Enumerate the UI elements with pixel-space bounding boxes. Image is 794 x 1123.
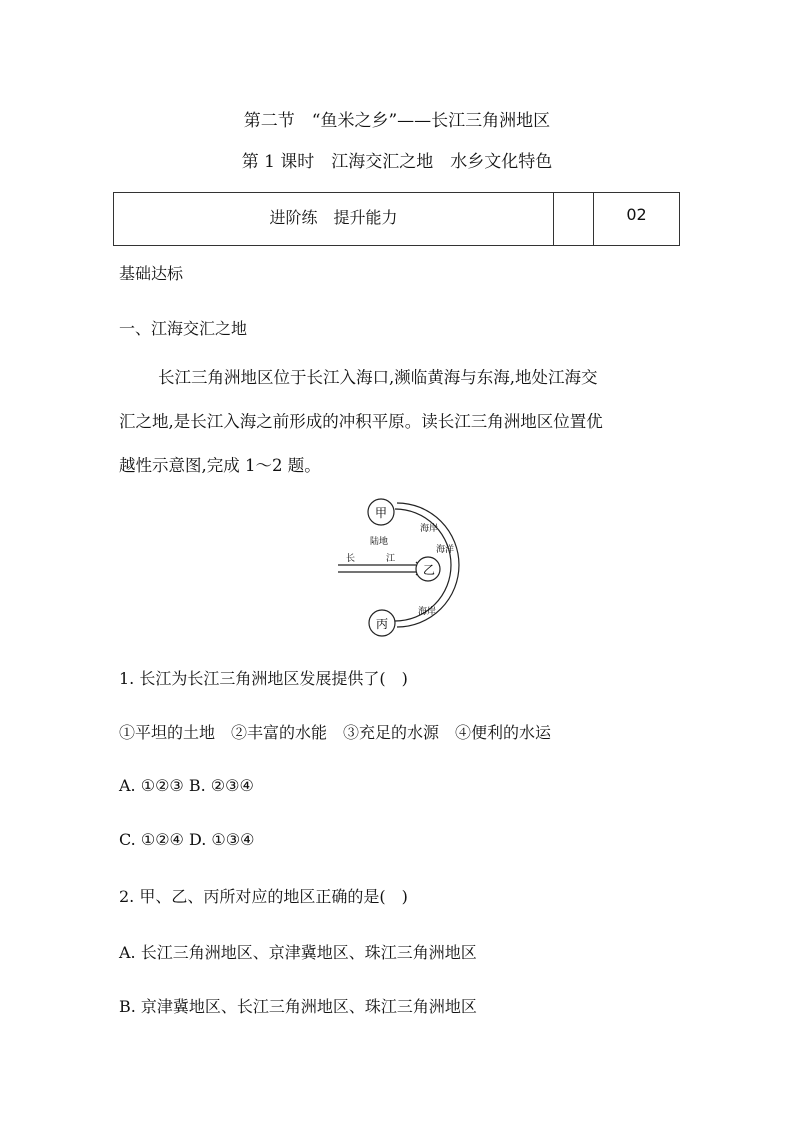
table-blank-cell xyxy=(554,193,594,245)
question-2-option-b: B. 京津冀地区、长江三角洲地区、珠江三角洲地区 xyxy=(119,997,477,1016)
yi-label: 乙 xyxy=(422,563,436,577)
river-label-jiang: 江 xyxy=(386,554,396,564)
jia-label: 甲 xyxy=(374,506,388,520)
question-1-options-cd: C. ①②④ D. ①③④ xyxy=(119,830,255,849)
intro-line-3: 越性示意图,完成 1～2 题。 xyxy=(119,456,321,475)
question-2-stem: 2. 甲、乙、丙所对应的地区正确的是( ) xyxy=(119,887,408,906)
location-diagram xyxy=(330,492,470,644)
land-label: 陆地 xyxy=(370,537,389,547)
question-1-stem: 1. 长江为长江三角洲地区发展提供了( ) xyxy=(119,669,408,688)
question-2-option-a: A. 长江三角洲地区、京津冀地区、珠江三角洲地区 xyxy=(119,943,477,962)
lesson-title: 第 1 课时 江海交汇之地 水乡文化特色 xyxy=(241,152,553,172)
level-heading: 基础达标 xyxy=(119,264,184,283)
coast-top-label: 海岸 xyxy=(420,524,439,534)
practice-table xyxy=(113,192,680,246)
question-1-options-ab: A. ①②③ B. ②③④ xyxy=(119,776,254,795)
section-title: 第二节 “鱼米之乡”——长江三角洲地区 xyxy=(243,111,551,131)
practice-number: 02 xyxy=(626,205,647,224)
ocean-label: 海洋 xyxy=(436,545,455,555)
coast-bottom-label: 海岸 xyxy=(418,607,437,617)
question-1-items: ①平坦的土地 ②丰富的水能 ③充足的水源 ④便利的水运 xyxy=(119,723,552,742)
intro-line-2: 汇之地,是长江入海之前形成的冲积平原。读长江三角洲地区位置优 xyxy=(119,412,603,431)
intro-line-1: 长江三角洲地区位于长江入海口,濒临黄海与东海,地处江海交 xyxy=(158,368,598,387)
practice-label: 进阶练 提升能力 xyxy=(114,193,554,245)
section-heading: 一、江海交汇之地 xyxy=(119,319,248,338)
bing-label: 丙 xyxy=(375,617,389,631)
river-label-chang: 长 xyxy=(346,554,356,564)
